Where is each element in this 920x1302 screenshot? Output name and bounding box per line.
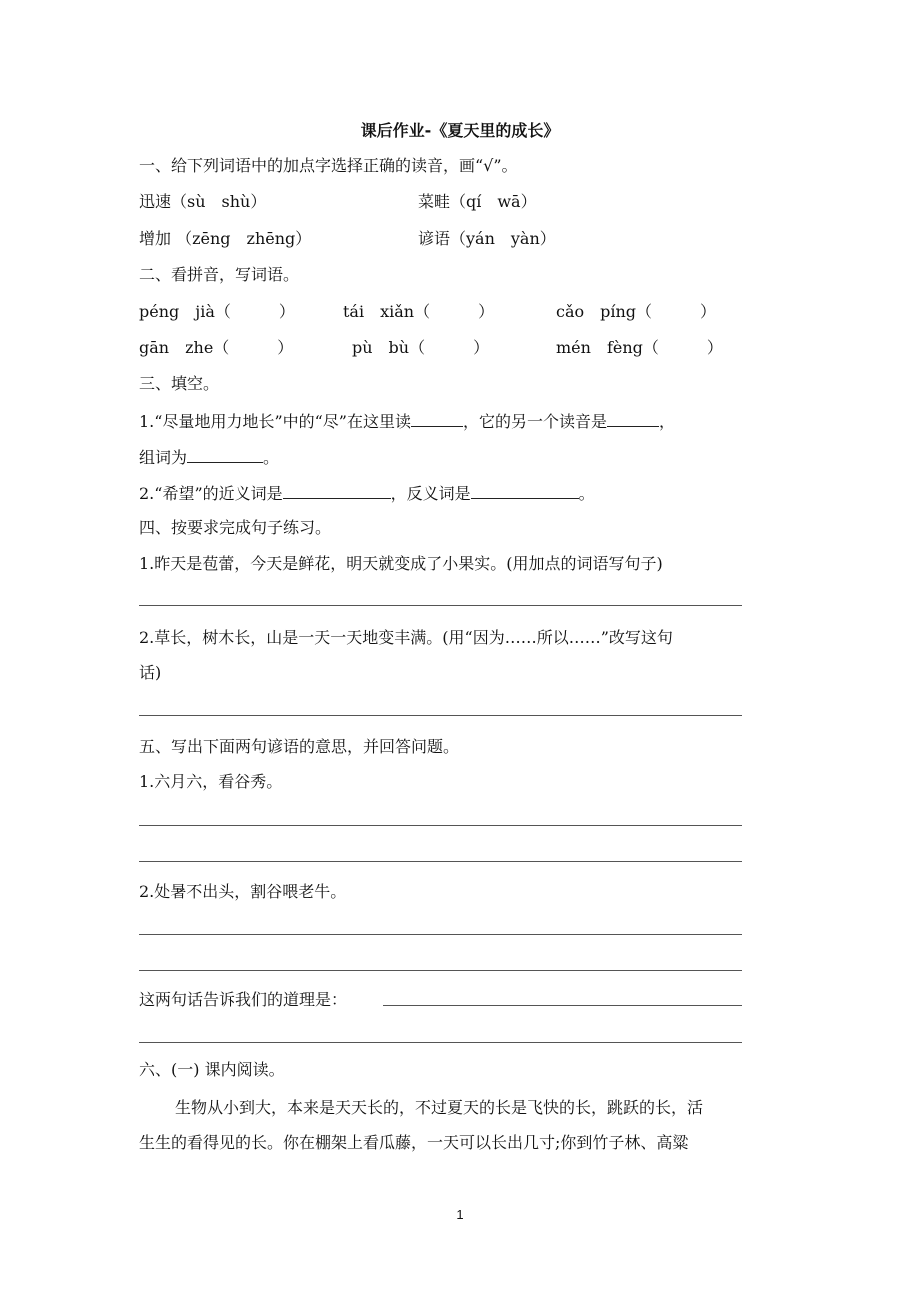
answer-line[interactable] [139, 1042, 742, 1043]
answer-line[interactable] [139, 861, 742, 862]
section-5-heading: 五、写出下面两句谚语的意思，并回答问题。 [139, 737, 460, 756]
answer-line[interactable] [139, 970, 742, 971]
pinyin-choice-item: 菜畦（qí wā） [418, 192, 537, 211]
section-6-heading: 六、(一) 课内阅读。 [139, 1060, 285, 1079]
pinyin-choice-item: 谚语（yán yàn） [418, 229, 556, 248]
pinyin-choice-item: 增加 （zēng zhēng） [139, 229, 312, 248]
answer-blank[interactable] [411, 410, 463, 427]
answer-line[interactable] [139, 934, 742, 935]
reading-paragraph-line: 生生的看得见的长。你在棚架上看瓜藤，一天可以长出几寸;你到竹子林、高粱 [139, 1133, 689, 1152]
pinyin-choice-item: 迅速（sù shù） [139, 192, 267, 211]
lesson-question: 这两句话告诉我们的道理是： [139, 990, 348, 1009]
pinyin-write-item[interactable]: tái xiǎn（ ） [343, 302, 495, 321]
section-1-heading: 一、给下列词语中的加点字选择正确的读音，画“√”。 [139, 156, 518, 175]
question-text: ，它的另一个读音是 [463, 412, 608, 431]
fill-question-1-cont [139, 446, 279, 468]
question-text: ，反义词是 [390, 484, 471, 503]
proverb-1: 1.六月六，看谷秀。 [139, 772, 283, 791]
pinyin-write-item[interactable]: mén fèng（ ） [556, 338, 723, 357]
pinyin-write-item[interactable]: péng jià（ ） [139, 302, 295, 321]
question-text: 组词为 [139, 448, 188, 467]
fill-question-2 [139, 482, 595, 504]
sentence-question-2: 2.草长，树木长，山是一天一天地变丰满。(用“因为……所以……”改写这句 [139, 628, 673, 647]
proverb-2: 2.处暑不出头，割谷喂老牛。 [139, 882, 347, 901]
answer-line[interactable] [139, 825, 742, 826]
pinyin-write-item[interactable]: cǎo píng（ ） [556, 302, 717, 321]
reading-paragraph-line: 生物从小到大，本来是天天长的，不过夏天的长是飞快的长，跳跃的长，活 [175, 1098, 704, 1117]
page-number: 1 [456, 1207, 464, 1222]
pinyin-write-item[interactable]: gān zhe（ ） [139, 338, 294, 357]
section-4-heading: 四、按要求完成句子练习。 [139, 518, 332, 537]
question-text: 2.“希望”的近义词是 [139, 484, 283, 503]
fill-question-1 [139, 410, 675, 432]
section-2-heading: 二、看拼音，写词语。 [139, 265, 300, 284]
page-title: 课后作业-《夏天里的成长》 [360, 121, 560, 140]
question-text: 。 [263, 448, 280, 467]
answer-blank[interactable] [283, 482, 391, 499]
question-text: 。 [578, 484, 595, 503]
sentence-question-1: 1.昨天是苞蕾，今天是鲜花，明天就变成了小果实。(用加点的词语写句子) [139, 554, 663, 573]
section-3-heading: 三、填空。 [139, 374, 220, 393]
question-text: ， [659, 412, 676, 431]
answer-line[interactable] [139, 605, 742, 606]
answer-line[interactable] [383, 1005, 742, 1006]
question-text: 1.“尽量地用力地长”中的“尽”在这里读 [139, 412, 411, 431]
answer-blank[interactable] [607, 410, 659, 427]
answer-line[interactable] [139, 715, 742, 716]
answer-blank[interactable] [187, 446, 263, 463]
answer-blank[interactable] [471, 482, 579, 499]
sentence-question-2-cont: 话) [139, 663, 162, 682]
pinyin-write-item[interactable]: pù bù（ ） [352, 338, 490, 357]
